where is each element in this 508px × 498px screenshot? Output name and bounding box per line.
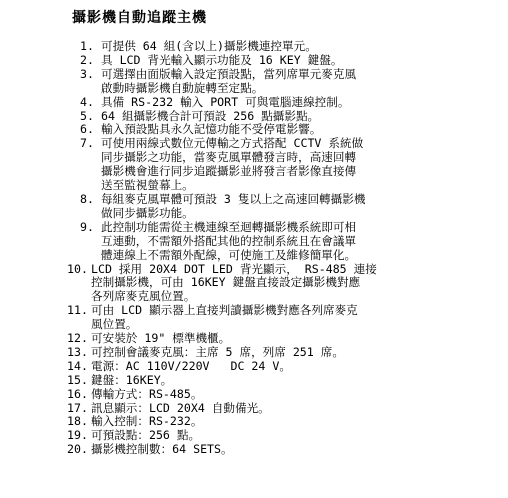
item-number: 8. [80, 191, 94, 206]
list-item [66, 304, 506, 332]
item-text-line: 可安裝於 19" 標準機櫃。 [91, 331, 231, 346]
list-item [66, 221, 506, 263]
item-text [91, 429, 200, 443]
item-number: 15. [67, 372, 88, 387]
item-text-line: 具 LCD 背光輸入顯示功能及 16 KEY 鍵盤。 [101, 52, 343, 67]
list-item [66, 54, 506, 68]
list-item [66, 388, 506, 402]
item-text [101, 96, 349, 110]
item-text [91, 415, 202, 429]
item-text-line: 輸入控制：RS-232。 [91, 414, 203, 429]
list-item [66, 193, 506, 221]
list-item [66, 402, 506, 416]
item-number: 11. [67, 303, 88, 318]
item-text [101, 54, 342, 68]
item-number: 4. [80, 94, 94, 109]
list-item [66, 110, 506, 124]
item-text-line: 可預設點：256 點。 [91, 428, 201, 443]
item-text [101, 221, 356, 263]
item-text [91, 346, 344, 360]
list-item [66, 332, 506, 346]
item-text-line: 各列席麥克風位置。 [91, 289, 196, 304]
item-text [91, 304, 358, 332]
item-number: 17. [67, 400, 88, 415]
feature-list [66, 40, 506, 457]
item-number: 13. [67, 344, 88, 359]
item-number: 3. [80, 66, 94, 81]
item-text-line: 同步攝影之功能，當麥克風單體發言時，高速回轉 [101, 150, 357, 165]
item-text-line: 電源：AC 110V/220V DC 24 V。 [91, 358, 291, 373]
item-text-line: 送至監視螢幕上。 [101, 178, 194, 193]
item-text [91, 332, 230, 346]
item-text [101, 193, 365, 221]
item-number: 7. [80, 136, 94, 151]
document-title: 攝影機自動追蹤主機 [72, 10, 207, 26]
item-number: 10. [67, 261, 88, 276]
item-text-line: 攝影機會進行同步追蹤攝影並將發言者影像直接傳 [101, 164, 357, 179]
item-text [101, 40, 317, 54]
item-text-line: 傳輸方式：RS-485。 [91, 386, 203, 401]
item-text [91, 388, 202, 402]
list-item [66, 346, 506, 360]
item-text-line: 可由 LCD 顯示器上直接判讀攝影機對應各列席麥克 [91, 303, 358, 318]
item-text-line: 可使用兩線式數位元傳輸之方式搭配 CCTV 系統做 [101, 136, 364, 151]
list-item [66, 415, 506, 429]
item-number: 20. [67, 442, 88, 457]
item-text [101, 68, 356, 96]
list-item [66, 429, 506, 443]
list-item [66, 137, 506, 193]
item-text-line: 攝影機控制數：64 SETS。 [91, 442, 233, 457]
item-text-line: 風位置。 [91, 317, 138, 332]
item-text-line: 每組麥克風單體可預設 3 隻以上之高速回轉攝影機 [101, 191, 366, 206]
item-text-line: 啟動時攝影機自動旋轉至定點。 [101, 80, 264, 95]
list-item [66, 443, 506, 457]
item-text-line: 此控制功能需從主機連線至迴轉攝影機系統即可相 [101, 219, 357, 234]
list-item [66, 374, 506, 388]
list-item [66, 40, 506, 54]
list-item [66, 360, 506, 374]
item-text-line: 鍵盤：16KEY。 [91, 372, 173, 387]
list-item [66, 263, 506, 305]
item-text-line: 體連線上不需額外配線，可使施工及維修簡單化。 [101, 247, 357, 262]
list-item [66, 96, 506, 110]
item-text-line: LCD 採用 20X4 DOT LED 背光顯示， RS-485 連接 [91, 261, 377, 276]
item-number: 5. [80, 108, 94, 123]
item-text-line: 具備 RS-232 輸入 PORT 可與電腦連線控制。 [101, 94, 350, 109]
item-number: 12. [67, 331, 88, 346]
item-text [101, 137, 363, 193]
item-number: 16. [67, 386, 88, 401]
item-text-line: 64 組攝影機合計可預設 256 點攝影點。 [101, 108, 320, 123]
item-text-line: 訊息顯示：LCD 20X4 自動備光。 [91, 400, 270, 415]
item-text-line: 做同步攝影功能。 [101, 205, 194, 220]
item-text-line: 可選擇由面版輸入設定預設點，當列席單元麥克風 [101, 66, 357, 81]
item-number: 18. [67, 414, 88, 429]
item-text [91, 374, 172, 388]
item-text [91, 263, 377, 305]
item-text-line: 互連動，不需額外搭配其他的控制系統且在會議單 [101, 233, 357, 248]
item-number: 2. [80, 52, 94, 67]
item-text-line: 控制攝影機，可由 16KEY 鍵盤直接設定攝影機對應 [91, 275, 361, 290]
item-number: 1. [80, 39, 94, 53]
item-text [101, 110, 319, 124]
item-text-line: 可提供 64 組(含以上)攝影機連控單元。 [101, 39, 317, 53]
list-item [66, 68, 506, 96]
item-text-line: 可控制會議麥克風：主席 5 席，列席 251 席。 [91, 344, 344, 359]
item-text [101, 123, 321, 137]
list-item [66, 123, 506, 137]
item-text [91, 443, 233, 457]
item-number: 6. [80, 122, 94, 137]
item-number: 14. [67, 358, 88, 373]
item-text-line: 輸入預設點具永久記憶功能不受停電影響。 [101, 122, 322, 137]
item-number: 19. [67, 428, 88, 443]
item-text [91, 360, 291, 374]
item-text [91, 402, 270, 416]
item-number: 9. [80, 219, 94, 234]
